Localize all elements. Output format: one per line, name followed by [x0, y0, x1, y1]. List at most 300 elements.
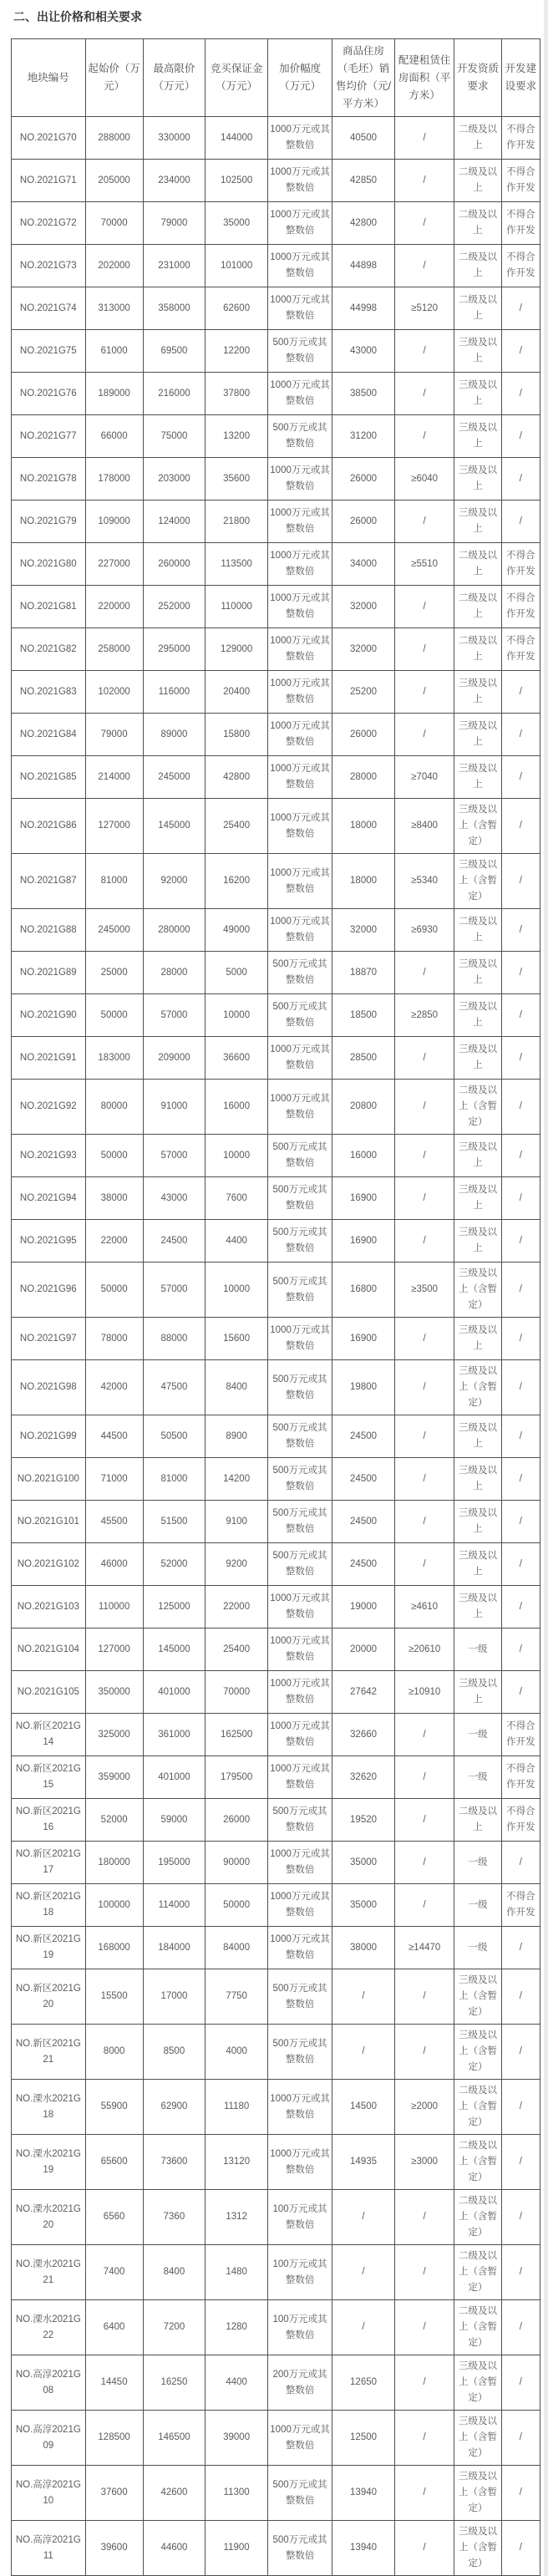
table-cell: 42600	[143, 2466, 206, 2521]
table-cell: 57000	[143, 1135, 206, 1177]
table-cell: 19000	[332, 1586, 395, 1628]
table-cell: 7200	[143, 2300, 206, 2355]
table-cell: 32620	[332, 1756, 395, 1799]
table-cell: /	[501, 1318, 540, 1360]
table-row	[12, 1756, 540, 1799]
table-cell: 19800	[332, 1360, 395, 1415]
table-cell: 500万元或其整数倍	[267, 1458, 332, 1501]
table-row	[12, 1969, 540, 2025]
table-row	[12, 994, 540, 1037]
table-cell: 不得合作开发	[501, 117, 540, 160]
table-cell: 1000万元或其整数倍	[267, 854, 332, 909]
table-cell: 50500	[143, 1415, 206, 1458]
table-cell: /	[394, 2521, 454, 2576]
table-row	[12, 952, 540, 994]
table-cell: /	[394, 1415, 454, 1458]
table-cell: 202000	[85, 245, 143, 287]
table-cell: 500万元或其整数倍	[267, 1177, 332, 1220]
table-cell: 44898	[332, 245, 395, 287]
table-header	[12, 39, 540, 117]
table-cell: 不得合作开发	[501, 543, 540, 586]
table-row	[12, 756, 540, 799]
table-cell: /	[501, 2245, 540, 2300]
table-cell: 100万元或其整数倍	[267, 2245, 332, 2300]
table-cell: 二级及以上	[454, 287, 501, 330]
table-cell: 35600	[206, 458, 268, 500]
table-cell: 36600	[206, 1037, 268, 1080]
table-cell: /	[501, 1671, 540, 1714]
table-cell: 28500	[332, 1037, 395, 1080]
table-cell: 44500	[85, 1415, 143, 1458]
table-row	[12, 1263, 540, 1318]
table-cell: 7360	[143, 2190, 206, 2245]
table-cell: 16250	[143, 2355, 206, 2411]
plot-id-cell: NO.2021G92	[12, 1080, 86, 1135]
table-cell: 1000万元或其整数倍	[267, 245, 332, 287]
table-cell: 1000万元或其整数倍	[267, 1884, 332, 1927]
table-cell: 66000	[85, 415, 143, 458]
table-cell: 1000万元或其整数倍	[267, 287, 332, 330]
table-cell: 18000	[332, 854, 395, 909]
table-cell: 13940	[332, 2466, 395, 2521]
table-cell: 500万元或其整数倍	[267, 1360, 332, 1415]
table-cell: 10000	[206, 1135, 268, 1177]
plot-id-cell: NO.新区2021G18	[12, 1884, 86, 1927]
table-cell: 44998	[332, 287, 395, 330]
plot-id-cell: NO.2021G105	[12, 1671, 86, 1714]
header-cell: 商品住房（毛坯）销售均价（元/平方米）	[332, 39, 395, 117]
table-cell: 195000	[143, 1842, 206, 1884]
table-cell: 500万元或其整数倍	[267, 1969, 332, 2025]
table-cell: 39000	[206, 2411, 268, 2466]
table-row	[12, 854, 540, 909]
header-cell: 加价幅度（万元）	[267, 39, 332, 117]
header-cell: 配建租赁住房面积（平方米）	[394, 39, 454, 117]
table-cell: 24500	[332, 1501, 395, 1543]
header-cell: 开发建设要求	[501, 39, 540, 117]
table-cell: 二级及以上	[454, 160, 501, 202]
table-cell: 125000	[143, 1586, 206, 1628]
table-cell: 500万元或其整数倍	[267, 952, 332, 994]
table-cell: 25400	[206, 1628, 268, 1671]
table-cell: 1000万元或其整数倍	[267, 117, 332, 160]
table-cell: 260000	[143, 543, 206, 586]
table-cell: 二级及以上（含暂定）	[454, 1080, 501, 1135]
table-row	[12, 458, 540, 500]
table-cell: /	[394, 1080, 454, 1135]
table-cell: /	[332, 2025, 395, 2080]
table-cell: 71000	[85, 1458, 143, 1501]
plot-id-cell: NO.2021G70	[12, 117, 86, 160]
table-cell: 32660	[332, 1714, 395, 1756]
table-cell: 1000万元或其整数倍	[267, 1842, 332, 1884]
plot-id-cell: NO.2021G97	[12, 1318, 86, 1360]
table-row	[12, 1458, 540, 1501]
table-cell: /	[394, 1884, 454, 1927]
table-cell: 35000	[332, 1842, 395, 1884]
table-cell: 330000	[143, 117, 206, 160]
table-cell: 280000	[143, 909, 206, 952]
table-cell: 二级及以上	[454, 1799, 501, 1842]
table-cell: 26000	[332, 458, 395, 500]
table-cell: ≥2850	[394, 994, 454, 1037]
table-cell: 1000万元或其整数倍	[267, 160, 332, 202]
table-row	[12, 2355, 540, 2411]
table-row	[12, 202, 540, 245]
table-cell: 44600	[143, 2521, 206, 2576]
table-cell: 38000	[85, 1177, 143, 1220]
plot-id-cell: NO.2021G98	[12, 1360, 86, 1415]
table-row	[12, 1842, 540, 1884]
table-cell: 179500	[206, 1756, 268, 1799]
table-cell: /	[501, 994, 540, 1037]
table-cell: 8000	[85, 2025, 143, 2080]
table-cell: 42800	[206, 756, 268, 799]
table-cell: /	[394, 1543, 454, 1586]
table-cell: 220000	[85, 586, 143, 628]
table-cell: 216000	[143, 373, 206, 415]
table-cell: 47500	[143, 1360, 206, 1415]
table-cell: 不得合作开发	[501, 202, 540, 245]
table-cell: 12650	[332, 2355, 395, 2411]
table-cell: 25400	[206, 799, 268, 854]
table-cell: /	[394, 2190, 454, 2245]
table-cell: 22000	[85, 1220, 143, 1263]
table-cell: 三级及以上	[454, 1501, 501, 1543]
table-cell: 27642	[332, 1671, 395, 1714]
table-cell: 二级及以上（含暂定）	[454, 2300, 501, 2355]
table-cell: 三级及以上	[454, 330, 501, 373]
table-cell: 35000	[206, 202, 268, 245]
table-cell: /	[394, 1842, 454, 1884]
table-cell: 313000	[85, 287, 143, 330]
table-cell: 1000万元或其整数倍	[267, 671, 332, 714]
table-cell: 325000	[85, 1714, 143, 1756]
table-cell: /	[394, 330, 454, 373]
table-cell: /	[501, 799, 540, 854]
plot-id-cell: NO.新区2021G20	[12, 1969, 86, 2025]
table-cell: 62900	[143, 2080, 206, 2135]
table-cell: 一级	[454, 1927, 501, 1969]
table-cell: 500万元或其整数倍	[267, 1543, 332, 1586]
table-cell: 500万元或其整数倍	[267, 1415, 332, 1458]
plot-id-cell: NO.2021G93	[12, 1135, 86, 1177]
table-cell: 一级	[454, 1714, 501, 1756]
table-cell: /	[394, 628, 454, 671]
table-cell: 一级	[454, 1628, 501, 1671]
table-cell: 110000	[206, 586, 268, 628]
plot-id-cell: NO.高淳2021G08	[12, 2355, 86, 2411]
table-cell: 三级及以上	[454, 1458, 501, 1501]
table-cell: 1000万元或其整数倍	[267, 1080, 332, 1135]
table-cell: 288000	[85, 117, 143, 160]
table-cell: 1000万元或其整数倍	[267, 1671, 332, 1714]
table-cell: 三级及以上	[454, 500, 501, 543]
table-cell: 28000	[143, 952, 206, 994]
table-cell: 三级及以上	[454, 1543, 501, 1586]
table-row	[12, 543, 540, 586]
table-cell: 127000	[85, 1628, 143, 1671]
table-row	[12, 799, 540, 854]
table-cell: 三级及以上（含暂定）	[454, 2025, 501, 2080]
table-cell: 16800	[332, 1263, 395, 1318]
table-row	[12, 500, 540, 543]
table-cell: 三级及以上（含暂定）	[454, 1360, 501, 1415]
table-cell: 三级及以上	[454, 994, 501, 1037]
plot-id-cell: NO.溧水2021G22	[12, 2300, 86, 2355]
table-cell: 350000	[85, 1671, 143, 1714]
table-cell: /	[501, 756, 540, 799]
table-cell: 不得合作开发	[501, 628, 540, 671]
table-cell: 361000	[143, 1714, 206, 1756]
table-body	[12, 117, 540, 2576]
table-row	[12, 245, 540, 287]
table-cell: 三级及以上	[454, 671, 501, 714]
table-cell: 1000万元或其整数倍	[267, 1927, 332, 1969]
table-cell: /	[501, 909, 540, 952]
table-row	[12, 2411, 540, 2466]
table-row	[12, 2190, 540, 2245]
table-cell: 三级及以上	[454, 1220, 501, 1263]
table-cell: 25000	[85, 952, 143, 994]
header-cell: 起始价（万元）	[85, 39, 143, 117]
table-cell: 1000万元或其整数倍	[267, 1318, 332, 1360]
table-cell: /	[501, 1037, 540, 1080]
table-cell: 252000	[143, 586, 206, 628]
table-cell: 500万元或其整数倍	[267, 2466, 332, 2521]
table-cell: 三级及以上（含暂定）	[454, 2411, 501, 2466]
table-cell: /	[394, 1799, 454, 1842]
table-cell: 38000	[332, 1927, 395, 1969]
plot-id-cell: NO.新区2021G19	[12, 1927, 86, 1969]
table-cell: ≥6040	[394, 458, 454, 500]
table-cell: /	[394, 1220, 454, 1263]
table-cell: 12500	[332, 2411, 395, 2466]
table-cell: 102500	[206, 160, 268, 202]
table-cell: 42000	[85, 1360, 143, 1415]
table-row	[12, 1799, 540, 1842]
table-cell: 14450	[85, 2355, 143, 2411]
table-cell: 34000	[332, 543, 395, 586]
plot-id-cell: NO.2021G101	[12, 1501, 86, 1543]
table-cell: /	[501, 1543, 540, 1586]
table-cell: /	[501, 1628, 540, 1671]
table-cell: 1000万元或其整数倍	[267, 714, 332, 756]
table-cell: 209000	[143, 1037, 206, 1080]
table-cell: 二级及以上（含暂定）	[454, 2135, 501, 2190]
table-cell: 三级及以上	[454, 756, 501, 799]
table-cell: 13200	[206, 415, 268, 458]
table-cell: 45500	[85, 1501, 143, 1543]
table-cell: /	[394, 1756, 454, 1799]
table-cell: 24500	[143, 1220, 206, 1263]
plot-id-cell: NO.新区2021G15	[12, 1756, 86, 1799]
table-row	[12, 2245, 540, 2300]
table-cell: 500万元或其整数倍	[267, 415, 332, 458]
table-cell: 500万元或其整数倍	[267, 1263, 332, 1318]
table-cell: 42850	[332, 160, 395, 202]
table-row	[12, 2025, 540, 2080]
table-cell: 二级及以上（含暂定）	[454, 2080, 501, 2135]
table-cell: /	[501, 2466, 540, 2521]
table-cell: /	[501, 2135, 540, 2190]
table-cell: 100万元或其整数倍	[267, 2300, 332, 2355]
table-cell: 二级及以上	[454, 909, 501, 952]
table-cell: 三级及以上	[454, 1671, 501, 1714]
table-row	[12, 415, 540, 458]
table-cell: ≥14470	[394, 1927, 454, 1969]
table-cell: 145000	[143, 799, 206, 854]
table-cell: /	[501, 2080, 540, 2135]
table-cell: 59000	[143, 1799, 206, 1842]
table-row	[12, 287, 540, 330]
table-cell: 二级及以上	[454, 202, 501, 245]
table-cell: 162500	[206, 1714, 268, 1756]
table-cell: 二级及以上	[454, 586, 501, 628]
table-cell: 100万元或其整数倍	[267, 2190, 332, 2245]
table-cell: 三级及以上	[454, 1177, 501, 1220]
table-cell: 13120	[206, 2135, 268, 2190]
table-cell: 89000	[143, 714, 206, 756]
table-cell: 55900	[85, 2080, 143, 2135]
table-cell: 16900	[332, 1318, 395, 1360]
table-row	[12, 2521, 540, 2576]
table-cell: 65600	[85, 2135, 143, 2190]
table-cell: 三级及以上（含暂定）	[454, 2355, 501, 2411]
plot-id-cell: NO.2021G84	[12, 714, 86, 756]
table-cell: /	[394, 2355, 454, 2411]
table-cell: 20000	[332, 1628, 395, 1671]
table-cell: /	[394, 2466, 454, 2521]
table-cell: 21800	[206, 500, 268, 543]
table-cell: 79000	[143, 202, 206, 245]
table-cell: 50000	[85, 994, 143, 1037]
table-cell: 不得合作开发	[501, 245, 540, 287]
plot-id-cell: NO.2021G80	[12, 543, 86, 586]
table-cell: 4400	[206, 1220, 268, 1263]
table-cell: 二级及以上（含暂定）	[454, 2245, 501, 2300]
table-cell: /	[501, 671, 540, 714]
plot-id-cell: NO.新区2021G16	[12, 1799, 86, 1842]
table-cell: 1000万元或其整数倍	[267, 1586, 332, 1628]
table-cell: /	[394, 1037, 454, 1080]
plot-id-cell: NO.2021G99	[12, 1415, 86, 1458]
table-cell: 三级及以上	[454, 415, 501, 458]
table-cell: /	[501, 330, 540, 373]
table-cell: 二级及以上	[454, 543, 501, 586]
table-cell: /	[501, 287, 540, 330]
section-title: 二、出让价格和相关要求	[13, 10, 142, 23]
table-cell: 1000万元或其整数倍	[267, 2135, 332, 2190]
table-cell: 1000万元或其整数倍	[267, 756, 332, 799]
table-cell: 三级及以上（含暂定）	[454, 1263, 501, 1318]
table-row	[12, 373, 540, 415]
table-row	[12, 909, 540, 952]
table-cell: ≥5120	[394, 287, 454, 330]
table-row	[12, 714, 540, 756]
table-cell: 7600	[206, 1177, 268, 1220]
table-row	[12, 628, 540, 671]
table-cell: 128500	[85, 2411, 143, 2466]
table-cell: 101000	[206, 245, 268, 287]
plot-id-cell: NO.2021G96	[12, 1263, 86, 1318]
table-cell: 18870	[332, 952, 395, 994]
plot-id-cell: NO.2021G74	[12, 287, 86, 330]
table-cell: 不得合作开发	[501, 1756, 540, 1799]
table-cell: 三级及以上	[454, 1415, 501, 1458]
table-cell: /	[394, 500, 454, 543]
table-cell: 295000	[143, 628, 206, 671]
table-cell: 一级	[454, 1756, 501, 1799]
header-row	[12, 39, 540, 117]
table-cell: /	[501, 1220, 540, 1263]
table-cell: ≥3000	[394, 2135, 454, 2190]
plot-id-cell: NO.2021G100	[12, 1458, 86, 1501]
table-row	[12, 2135, 540, 2190]
table-cell: 38500	[332, 373, 395, 415]
table-cell: /	[394, 714, 454, 756]
table-row	[12, 2466, 540, 2521]
table-row	[12, 586, 540, 628]
plot-id-cell: NO.2021G85	[12, 756, 86, 799]
table-cell: 114000	[143, 1884, 206, 1927]
table-cell: 28000	[332, 756, 395, 799]
table-cell: 500万元或其整数倍	[267, 1501, 332, 1543]
table-cell: 37600	[85, 2466, 143, 2521]
table-cell: 81000	[143, 1458, 206, 1501]
table-cell: 90000	[206, 1842, 268, 1884]
plot-id-cell: NO.高淳2021G10	[12, 2466, 86, 2521]
table-cell: /	[394, 202, 454, 245]
plot-id-cell: NO.2021G87	[12, 854, 86, 909]
table-cell: 32000	[332, 909, 395, 952]
table-cell: 三级及以上（含暂定）	[454, 2521, 501, 2576]
table-cell: 20400	[206, 671, 268, 714]
table-cell: 5000	[206, 952, 268, 994]
table-cell: 1000万元或其整数倍	[267, 1756, 332, 1799]
table-row	[12, 2300, 540, 2355]
plot-id-cell: NO.2021G81	[12, 586, 86, 628]
table-cell: 1000万元或其整数倍	[267, 373, 332, 415]
table-cell: /	[394, 2245, 454, 2300]
table-cell: /	[501, 1969, 540, 2025]
table-cell: 31200	[332, 415, 395, 458]
plot-id-cell: NO.2021G82	[12, 628, 86, 671]
scrollbar[interactable]	[544, 0, 548, 2576]
table-cell: 不得合作开发	[501, 586, 540, 628]
table-cell: 9100	[206, 1501, 268, 1543]
table-cell: ≥5340	[394, 854, 454, 909]
plot-id-cell: NO.新区2021G17	[12, 1842, 86, 1884]
table-cell: 8400	[206, 1360, 268, 1415]
table-cell: 91000	[143, 1080, 206, 1135]
table-cell: /	[394, 1458, 454, 1501]
table-cell: 7750	[206, 1969, 268, 2025]
table-cell: 16000	[332, 1135, 395, 1177]
table-cell: 205000	[85, 160, 143, 202]
table-cell: ≥6930	[394, 909, 454, 952]
table-cell: /	[501, 500, 540, 543]
table-row	[12, 1220, 540, 1263]
table-cell: /	[501, 2300, 540, 2355]
table-cell: /	[501, 1501, 540, 1543]
table-cell: 14200	[206, 1458, 268, 1501]
table-cell: /	[501, 373, 540, 415]
plot-id-cell: NO.2021G90	[12, 994, 86, 1037]
table-cell: /	[394, 373, 454, 415]
table-cell: 17000	[143, 1969, 206, 2025]
table-row	[12, 330, 540, 373]
